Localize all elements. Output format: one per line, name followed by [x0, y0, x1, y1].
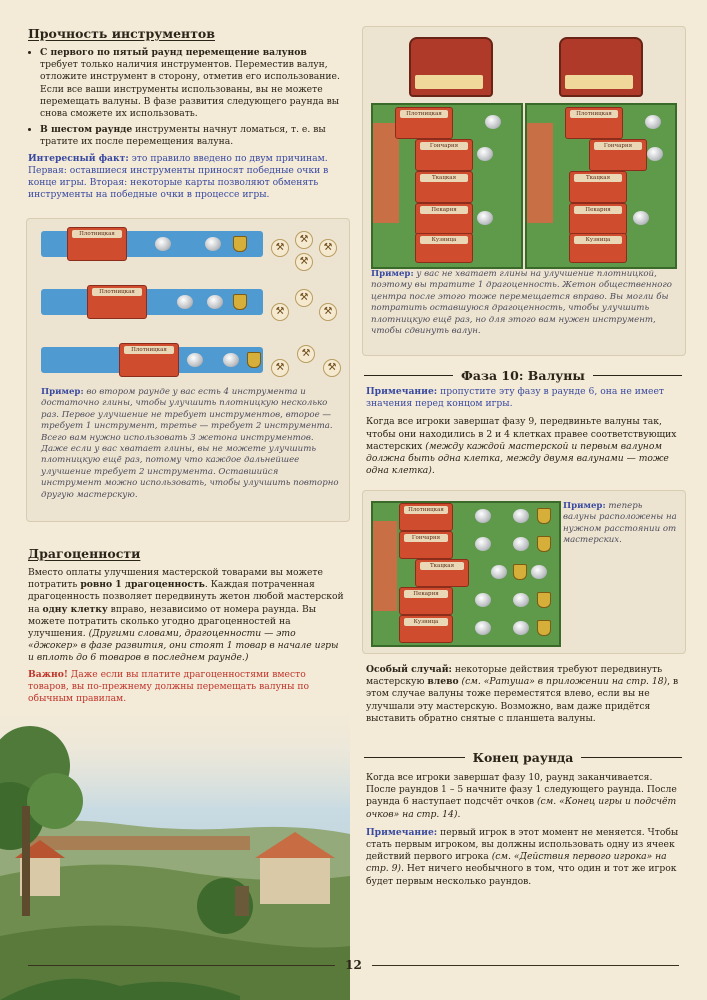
chest-track-2 — [565, 75, 633, 89]
workshop-tile: Плотницкая — [565, 107, 623, 139]
boulder — [207, 295, 223, 309]
phase10-example-box — [362, 490, 686, 654]
boulder — [177, 295, 193, 309]
shield-icon — [537, 536, 551, 552]
gems-section — [28, 546, 346, 705]
round-end-section — [366, 772, 682, 888]
boulder — [645, 115, 661, 129]
boulder — [155, 237, 171, 251]
workshop-tile: Пекарня — [569, 203, 627, 235]
boulder — [475, 537, 491, 551]
boulder — [223, 353, 239, 367]
tools-rules-list — [28, 47, 346, 149]
shield-icon — [513, 564, 527, 580]
village-landscape-illustration — [0, 706, 350, 1000]
tools-rule-2: • В шестом раунде инструменты начнут ломаться, т. е. вы тратите их после перемещения валуна. — [40, 124, 346, 148]
hammer-icon: ⚒ — [271, 239, 289, 257]
workshop-tile: Плотницкая — [395, 107, 453, 139]
hammer-icon: ⚒ — [323, 359, 341, 377]
boulder — [531, 565, 547, 579]
phase10-title: Фаза 10: Валуны — [461, 368, 585, 383]
tools-example-caption: Пример: во втором раунде у вас есть 4 инструмента и достаточно глины, чтобы улучшить плотницкую несколько раз. Первое улучшение не требует инструментов, второе — требует 1 инструмент, третье — требует 2 инструмента. Всего вам нужно использовать 3 жетона инструментов. Даже если у вас хватает глины, вы не можете улучшить плотницкую ещё раз, потому что каждое дальнейшее улучшение требует 2 инструмента. Оставшийся инструмент можно использовать, чтобы улучшить повторно другую мастерскую. — [41, 387, 339, 500]
boulder — [475, 509, 491, 523]
shield-icon — [537, 620, 551, 636]
gems-paragraph: Вместо оплаты улучшения мастерской товарами вы можете потратить ровно 1 драгоценность. Каждая потраченная драгоценность позволяет передвинуть жетон любой мастерской на одну клетку вправо, независимо от номера раунда. Вы можете потратить сколько угодно драгоценностей на улучшения. (Другими словами, драгоценности — это «джокер» в фазе развития, они стоят 1 товар в начале игры и вплоть до 6 товаров в последнем раунде.) — [28, 567, 344, 664]
section-title-gems: Драгоценности — [28, 546, 141, 561]
house-c — [373, 521, 397, 611]
hammer-icon: ⚒ — [295, 231, 313, 249]
boulder — [513, 537, 529, 551]
hammer-icon: ⚒ — [319, 239, 337, 257]
boulder — [513, 621, 529, 635]
special-case-section — [366, 664, 682, 725]
shield-icon — [233, 294, 247, 310]
boulder — [477, 211, 493, 225]
shield-icon — [537, 508, 551, 524]
first-player-note: Примечание: первый игрок в этот момент не меняется. Чтобы стать первым игроком, вы должны использовать одну из ячеек действий первого игрока (см. «Действия первого игрока» на стр. 9). Нет ничего необычного в том, что один и тот же игрок будет первым несколько раундов. — [366, 826, 679, 887]
phase10-note: Примечание: пропустите эту фазу в раунде 6, она не имеет значения перед концом игры. — [366, 386, 664, 410]
carpentry-tile-2: Плотницкая — [87, 285, 147, 319]
workshop-tile: Кузница — [415, 233, 473, 263]
boulder — [205, 237, 221, 251]
hammer-icon: ⚒ — [271, 359, 289, 377]
chest-track-1 — [415, 75, 483, 89]
boulder — [477, 147, 493, 161]
workshop-tile: Гончарня — [399, 531, 453, 559]
round-end-heading — [364, 750, 682, 765]
workshop-tile: Плотницкая — [399, 503, 453, 531]
workshop-tile: Пекарня — [415, 203, 473, 235]
workshop-tile: Гончарня — [415, 139, 473, 171]
gems-example-box — [362, 26, 686, 356]
carpentry-tile-3: Плотницкая — [119, 343, 179, 377]
shield-icon — [537, 592, 551, 608]
workshop-tile: Пекарня — [399, 587, 453, 615]
workshop-tile: Ткацкая — [569, 171, 627, 203]
hammer-icon: ⚒ — [271, 303, 289, 321]
boulder — [513, 593, 529, 607]
hammer-icon: ⚒ — [295, 289, 313, 307]
board-row-2 — [41, 289, 263, 315]
boulder — [187, 353, 203, 367]
round-end-paragraph: Когда все игроки завершат фазу 10, раунд заканчивается. После раундов 1 – 5 начните фазу 1 следующего раунда. После раунда 6 наступает подсчёт очков (см. «Конец игры и подсчёт очков» на стр. 14). — [366, 772, 677, 820]
important-note: Важно! Даже если вы платите драгоценностями вместо товаров, вы по-прежнему должны перемещать валуны по обычным правилам. — [28, 668, 310, 705]
boulder — [485, 115, 501, 129]
boulder — [475, 621, 491, 635]
special-case-paragraph: Особый случай: некоторые действия требуют передвинуть мастерскую влево (см. «Ратуша» в приложении на стр. 18), в этом случае валуны тоже переместятся влево, если вы не улучшали эту мастерскую. Возможно, вам даже придётся выставить обратно снятые с планшета валуны. — [366, 664, 679, 724]
tools-rule-1: • С первого по пятый раунд перемещение валунов требует только наличия инструментов. Переместив валун, отложите инструмент в сторону, отметив его использование. Если все ваши инструменты использованы, вы не можете перемещать валуны. В фазе развития следующего раунда вы снова сможете их использовать. — [40, 47, 346, 120]
gems-example-caption: Пример: у вас не хватает глины на улучшение плотницкой, поэтому вы тратите 1 драгоценность. Жетон общественного центра после этого тоже перемещается вправо. Вы могли бы потратить оставшуюся драгоценность, чтобы улучшить плотницкую ещё раз, но для этого вам нужен инструмент, чтобы сдвинуть валун. — [371, 269, 672, 337]
workshop-tile: Кузница — [569, 233, 627, 263]
workshop-tile: Ткацкая — [415, 559, 469, 587]
shield-icon — [247, 352, 261, 368]
page-number: 12 — [345, 958, 362, 972]
section-title-tools: Прочность инструментов — [28, 26, 215, 41]
phase10-heading — [364, 368, 682, 383]
tools-example-box — [26, 218, 350, 522]
phase10-section — [366, 386, 682, 477]
page-footer — [0, 958, 707, 972]
boulder — [513, 509, 529, 523]
tools-section — [28, 26, 346, 201]
workshop-tile: Гончарня — [589, 139, 647, 171]
round-end-title: Конец раунда — [472, 750, 574, 765]
shield-icon — [233, 236, 247, 252]
boulder — [633, 211, 649, 225]
phase10-example-caption: Пример: теперь валуны расположены на нужном расстоянии от мастерских. — [563, 501, 677, 546]
hammer-icon: ⚒ — [319, 303, 337, 321]
boulder — [491, 565, 507, 579]
carpentry-tile-1: Плотницкая — [67, 227, 127, 261]
hammer-icon: ⚒ — [297, 345, 315, 363]
house-b — [527, 123, 553, 223]
hammer-icon: ⚒ — [295, 253, 313, 271]
phase10-paragraph: Когда все игроки завершат фазу 9, передвиньте валуны так, чтобы они находились в 2 и 4 клетках правее соответствующих мастерских (между каждой мастерской и первым валуном должна быть одна клетка, между двумя валунами — тоже одна клетка). — [366, 416, 677, 477]
fun-fact: Интересный факт: это правило введено по двум причинам. Первая: оставшиеся инструменты приносят победные очки в конце игры. Вторая: некоторые карты позволяют обменять инструменты на победные очки в процессе игры. — [28, 152, 329, 201]
boulder — [475, 593, 491, 607]
boulder — [647, 147, 663, 161]
workshop-tile: Кузница — [399, 615, 453, 643]
workshop-tile: Ткацкая — [415, 171, 473, 203]
